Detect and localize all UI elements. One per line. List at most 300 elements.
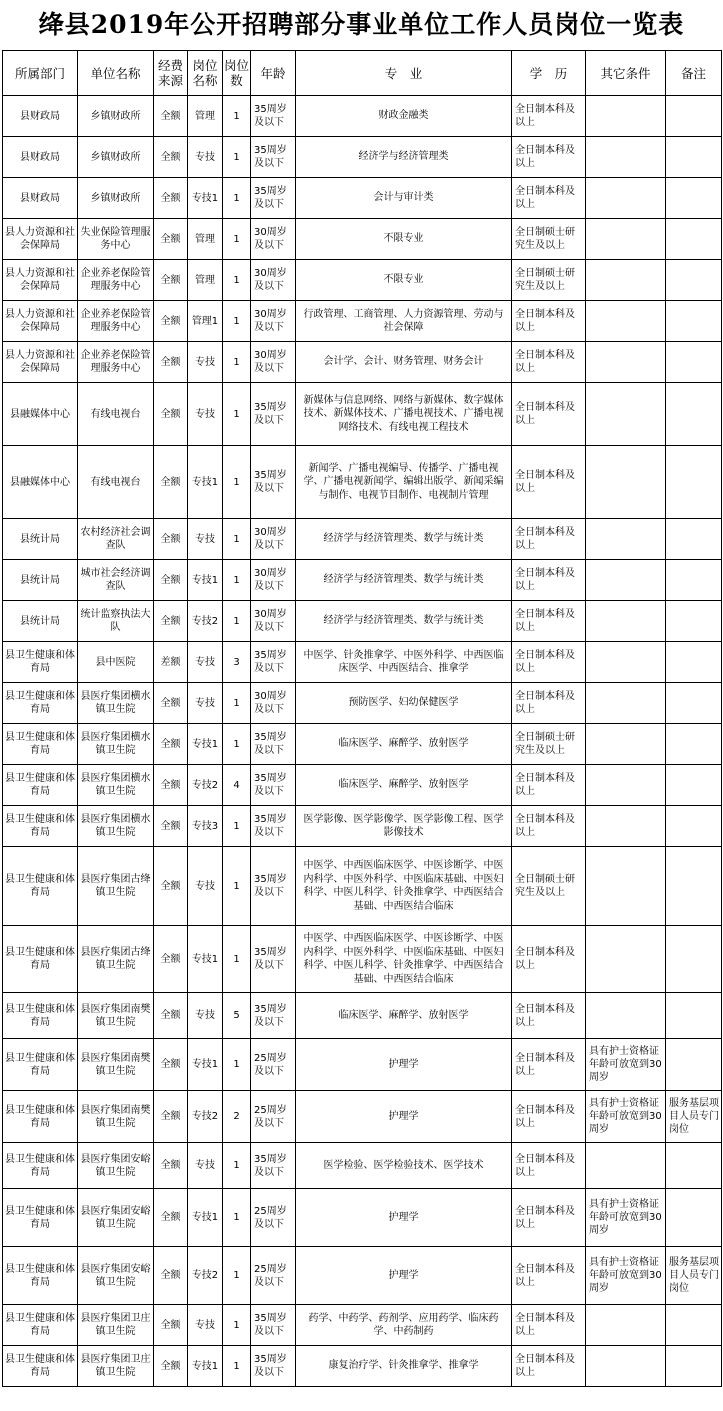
note-cell	[666, 519, 722, 560]
header-age: 年龄	[251, 51, 296, 96]
age-cell: 30周岁及以下	[251, 219, 296, 260]
note-cell	[666, 560, 722, 601]
note-cell	[666, 260, 722, 301]
positions-table	[2, 50, 722, 1387]
fund-cell: 全额	[154, 178, 188, 219]
age-cell: 30周岁及以下	[251, 560, 296, 601]
fund-cell: 全额	[154, 1247, 188, 1305]
note-cell	[666, 1305, 722, 1346]
education-cell: 全日制本科及以上	[512, 560, 586, 601]
other-condition-cell	[586, 383, 666, 446]
header-row	[3, 51, 722, 96]
table-row	[3, 1305, 722, 1346]
education-cell: 全日制本科及以上	[512, 342, 586, 383]
page-title: 绛县2019年公开招聘部分事业单位工作人员岗位一览表	[38, 10, 685, 39]
dept-cell: 县卫生健康和体育局	[3, 1189, 78, 1247]
age-cell: 30周岁及以下	[251, 519, 296, 560]
education-cell: 全日制本科及以上	[512, 1346, 586, 1387]
other-condition-cell	[586, 446, 666, 519]
num-cell: 1	[223, 847, 251, 926]
table-row	[3, 446, 722, 519]
unit-cell: 县医疗集团横水镇卫生院	[78, 724, 154, 765]
num-cell: 1	[223, 446, 251, 519]
unit-cell: 农村经济社会调查队	[78, 519, 154, 560]
note-cell	[666, 683, 722, 724]
major-cell: 护理学	[296, 1189, 512, 1247]
header-dept: 所属部门	[3, 51, 78, 96]
other-condition-cell	[586, 806, 666, 847]
table-row	[3, 260, 722, 301]
age-cell: 35周岁及以下	[251, 446, 296, 519]
other-condition-cell	[586, 219, 666, 260]
table-row	[3, 1039, 722, 1091]
table-row	[3, 601, 722, 642]
other-condition-cell	[586, 342, 666, 383]
fund-cell: 全额	[154, 383, 188, 446]
major-cell: 护理学	[296, 1039, 512, 1091]
post-cell: 专技	[188, 383, 223, 446]
num-cell: 1	[223, 301, 251, 342]
note-cell	[666, 383, 722, 446]
note-cell	[666, 1039, 722, 1091]
unit-cell: 县医疗集团南樊镇卫生院	[78, 1039, 154, 1091]
table-row	[3, 1189, 722, 1247]
post-cell: 专技	[188, 683, 223, 724]
unit-cell: 企业养老保险管理服务中心	[78, 301, 154, 342]
fund-cell: 全额	[154, 260, 188, 301]
note-cell	[666, 219, 722, 260]
table-row	[3, 137, 722, 178]
table-row	[3, 993, 722, 1039]
header-post: 岗位名称	[188, 51, 223, 96]
dept-cell: 县卫生健康和体育局	[3, 1305, 78, 1346]
dept-cell: 县人力资源和社会保障局	[3, 219, 78, 260]
fund-cell: 全额	[154, 1039, 188, 1091]
fund-cell: 全额	[154, 342, 188, 383]
dept-cell: 县卫生健康和体育局	[3, 683, 78, 724]
unit-cell: 有线电视台	[78, 446, 154, 519]
note-cell	[666, 847, 722, 926]
header-major: 专 业	[296, 51, 512, 96]
age-cell: 35周岁及以下	[251, 96, 296, 137]
note-cell	[666, 601, 722, 642]
age-cell: 35周岁及以下	[251, 1143, 296, 1189]
unit-cell: 县医疗集团安峪镇卫生院	[78, 1189, 154, 1247]
education-cell: 全日制本科及以上	[512, 1143, 586, 1189]
fund-cell: 全额	[154, 519, 188, 560]
major-cell: 新媒体与信息网络、网络与新媒体、数字媒体技术、新媒体技术、广播电视技术、广播电视网络技术、有线电视工程技术	[296, 383, 512, 446]
num-cell: 1	[223, 1346, 251, 1387]
fund-cell: 全额	[154, 1305, 188, 1346]
unit-cell: 企业养老保险管理服务中心	[78, 342, 154, 383]
age-cell: 35周岁及以下	[251, 806, 296, 847]
dept-cell: 县卫生健康和体育局	[3, 806, 78, 847]
note-cell	[666, 1189, 722, 1247]
education-cell: 全日制硕士研究生及以上	[512, 724, 586, 765]
num-cell: 1	[223, 1039, 251, 1091]
other-condition-cell	[586, 847, 666, 926]
education-cell: 全日制本科及以上	[512, 1305, 586, 1346]
table-row	[3, 1091, 722, 1143]
other-condition-cell: 具有护士资格证年龄可放宽到30周岁	[586, 1091, 666, 1143]
dept-cell: 县卫生健康和体育局	[3, 926, 78, 993]
dept-cell: 县统计局	[3, 519, 78, 560]
dept-cell: 县卫生健康和体育局	[3, 1039, 78, 1091]
num-cell: 1	[223, 601, 251, 642]
unit-cell: 县医疗集团南樊镇卫生院	[78, 1091, 154, 1143]
unit-cell: 县医疗集团横水镇卫生院	[78, 683, 154, 724]
age-cell: 25周岁及以下	[251, 1039, 296, 1091]
other-condition-cell	[586, 560, 666, 601]
num-cell: 1	[223, 219, 251, 260]
table-row	[3, 1346, 722, 1387]
age-cell: 35周岁及以下	[251, 642, 296, 683]
education-cell: 全日制本科及以上	[512, 519, 586, 560]
unit-cell: 县医疗集团安峪镇卫生院	[78, 1143, 154, 1189]
age-cell: 25周岁及以下	[251, 1247, 296, 1305]
unit-cell: 统计监察执法大队	[78, 601, 154, 642]
post-cell: 专技1	[188, 724, 223, 765]
major-cell: 会计学、会计、财务管理、财务会计	[296, 342, 512, 383]
unit-cell: 县医疗集团古绛镇卫生院	[78, 847, 154, 926]
num-cell: 1	[223, 383, 251, 446]
num-cell: 1	[223, 137, 251, 178]
age-cell: 35周岁及以下	[251, 137, 296, 178]
unit-cell: 县医疗集团卫庄镇卫生院	[78, 1346, 154, 1387]
num-cell: 2	[223, 1091, 251, 1143]
other-condition-cell	[586, 642, 666, 683]
unit-cell: 有线电视台	[78, 383, 154, 446]
table-row	[3, 642, 722, 683]
major-cell: 经济学与经济管理类、数学与统计类	[296, 601, 512, 642]
post-cell: 专技	[188, 519, 223, 560]
num-cell: 1	[223, 683, 251, 724]
major-cell: 不限专业	[296, 260, 512, 301]
major-cell: 护理学	[296, 1091, 512, 1143]
post-cell: 专技1	[188, 560, 223, 601]
note-cell	[666, 765, 722, 806]
education-cell: 全日制本科及以上	[512, 1039, 586, 1091]
major-cell: 中医学、中西医临床医学、中医诊断学、中医内科学、中医外科学、中医临床基础、中医妇科学、中医儿科学、针灸推拿学、中西医结合基础、中西医结合临床	[296, 847, 512, 926]
education-cell: 全日制本科及以上	[512, 601, 586, 642]
post-cell: 专技1	[188, 446, 223, 519]
unit-cell: 城市社会经济调查队	[78, 560, 154, 601]
fund-cell: 全额	[154, 601, 188, 642]
dept-cell: 县融媒体中心	[3, 383, 78, 446]
note-cell	[666, 178, 722, 219]
major-cell: 临床医学、麻醉学、放射医学	[296, 765, 512, 806]
unit-cell: 企业养老保险管理服务中心	[78, 260, 154, 301]
note-cell	[666, 446, 722, 519]
other-condition-cell	[586, 260, 666, 301]
num-cell: 1	[223, 926, 251, 993]
dept-cell: 县卫生健康和体育局	[3, 724, 78, 765]
note-cell	[666, 342, 722, 383]
other-condition-cell: 具有护士资格证年龄可放宽到30周岁	[586, 1189, 666, 1247]
other-condition-cell	[586, 1346, 666, 1387]
num-cell: 1	[223, 1305, 251, 1346]
table-row	[3, 383, 722, 446]
fund-cell: 全额	[154, 137, 188, 178]
unit-cell: 县中医院	[78, 642, 154, 683]
post-cell: 专技1	[188, 178, 223, 219]
num-cell: 1	[223, 342, 251, 383]
other-condition-cell	[586, 926, 666, 993]
post-cell: 专技	[188, 847, 223, 926]
fund-cell: 全额	[154, 446, 188, 519]
unit-cell: 县医疗集团南樊镇卫生院	[78, 993, 154, 1039]
dept-cell: 县卫生健康和体育局	[3, 1247, 78, 1305]
education-cell: 全日制本科及以上	[512, 383, 586, 446]
age-cell: 35周岁及以下	[251, 724, 296, 765]
dept-cell: 县卫生健康和体育局	[3, 993, 78, 1039]
post-cell: 管理1	[188, 301, 223, 342]
table-row	[3, 96, 722, 137]
note-cell	[666, 96, 722, 137]
unit-cell: 县医疗集团古绛镇卫生院	[78, 926, 154, 993]
note-cell	[666, 642, 722, 683]
other-condition-cell	[586, 601, 666, 642]
fund-cell: 全额	[154, 724, 188, 765]
fund-cell: 全额	[154, 1346, 188, 1387]
major-cell: 会计与审计类	[296, 178, 512, 219]
other-condition-cell: 具有护士资格证年龄可放宽到30周岁	[586, 1247, 666, 1305]
age-cell: 30周岁及以下	[251, 260, 296, 301]
major-cell: 护理学	[296, 1247, 512, 1305]
major-cell: 临床医学、麻醉学、放射医学	[296, 993, 512, 1039]
post-cell: 专技	[188, 993, 223, 1039]
fund-cell: 差额	[154, 642, 188, 683]
education-cell: 全日制本科及以上	[512, 806, 586, 847]
major-cell: 不限专业	[296, 219, 512, 260]
post-cell: 专技1	[188, 1189, 223, 1247]
num-cell: 1	[223, 1189, 251, 1247]
fund-cell: 全额	[154, 1143, 188, 1189]
post-cell: 专技2	[188, 601, 223, 642]
other-condition-cell	[586, 301, 666, 342]
table-row	[3, 342, 722, 383]
table-row	[3, 178, 722, 219]
education-cell: 全日制硕士研究生及以上	[512, 219, 586, 260]
major-cell: 经济学与经济管理类、数学与统计类	[296, 560, 512, 601]
education-cell: 全日制本科及以上	[512, 96, 586, 137]
note-cell	[666, 1143, 722, 1189]
table-row	[3, 847, 722, 926]
age-cell: 35周岁及以下	[251, 383, 296, 446]
education-cell: 全日制本科及以上	[512, 683, 586, 724]
num-cell: 1	[223, 1247, 251, 1305]
education-cell: 全日制本科及以上	[512, 642, 586, 683]
post-cell: 专技	[188, 342, 223, 383]
education-cell: 全日制本科及以上	[512, 1091, 586, 1143]
age-cell: 30周岁及以下	[251, 301, 296, 342]
table-row	[3, 519, 722, 560]
dept-cell: 县卫生健康和体育局	[3, 847, 78, 926]
dept-cell: 县融媒体中心	[3, 446, 78, 519]
note-cell	[666, 724, 722, 765]
post-cell: 专技1	[188, 1346, 223, 1387]
fund-cell: 全额	[154, 96, 188, 137]
note-cell	[666, 993, 722, 1039]
fund-cell: 全额	[154, 683, 188, 724]
num-cell: 1	[223, 178, 251, 219]
post-cell: 管理	[188, 219, 223, 260]
major-cell: 中医学、针灸推拿学、中医外科学、中西医临床医学、中西医结合、推拿学	[296, 642, 512, 683]
table-row	[3, 301, 722, 342]
fund-cell: 全额	[154, 847, 188, 926]
other-condition-cell	[586, 96, 666, 137]
education-cell: 全日制本科及以上	[512, 301, 586, 342]
education-cell: 全日制本科及以上	[512, 1247, 586, 1305]
num-cell: 3	[223, 642, 251, 683]
major-cell: 行政管理、工商管理、人力资源管理、劳动与社会保障	[296, 301, 512, 342]
education-cell: 全日制本科及以上	[512, 765, 586, 806]
fund-cell: 全额	[154, 1091, 188, 1143]
age-cell: 35周岁及以下	[251, 926, 296, 993]
major-cell: 经济学与经济管理类	[296, 137, 512, 178]
dept-cell: 县卫生健康和体育局	[3, 1346, 78, 1387]
age-cell: 30周岁及以下	[251, 601, 296, 642]
education-cell: 全日制本科及以上	[512, 446, 586, 519]
other-condition-cell	[586, 1305, 666, 1346]
education-cell: 全日制本科及以上	[512, 1189, 586, 1247]
table-row	[3, 926, 722, 993]
major-cell: 新闻学、广播电视编导、传播学、广播电视学、广播电视新闻学、编辑出版学、新闻采编与制作、电视节目制作、电视制片管理	[296, 446, 512, 519]
fund-cell: 全额	[154, 926, 188, 993]
header-fund: 经费来源	[154, 51, 188, 96]
other-condition-cell	[586, 519, 666, 560]
note-cell	[666, 137, 722, 178]
education-cell: 全日制本科及以上	[512, 178, 586, 219]
unit-cell: 县医疗集团卫庄镇卫生院	[78, 1305, 154, 1346]
age-cell: 25周岁及以下	[251, 1091, 296, 1143]
dept-cell: 县卫生健康和体育局	[3, 642, 78, 683]
fund-cell: 全额	[154, 219, 188, 260]
dept-cell: 县人力资源和社会保障局	[3, 301, 78, 342]
age-cell: 35周岁及以下	[251, 1346, 296, 1387]
fund-cell: 全额	[154, 1189, 188, 1247]
num-cell: 1	[223, 560, 251, 601]
note-cell	[666, 301, 722, 342]
num-cell: 1	[223, 260, 251, 301]
fund-cell: 全额	[154, 806, 188, 847]
major-cell: 药学、中药学、药剂学、应用药学、临床药学、中药制药	[296, 1305, 512, 1346]
fund-cell: 全额	[154, 301, 188, 342]
education-cell: 全日制本科及以上	[512, 993, 586, 1039]
dept-cell: 县卫生健康和体育局	[3, 1091, 78, 1143]
other-condition-cell	[586, 993, 666, 1039]
dept-cell: 县统计局	[3, 601, 78, 642]
post-cell: 专技3	[188, 806, 223, 847]
table-row	[3, 560, 722, 601]
dept-cell: 县人力资源和社会保障局	[3, 342, 78, 383]
note-cell	[666, 926, 722, 993]
dept-cell: 县统计局	[3, 560, 78, 601]
post-cell: 专技1	[188, 1039, 223, 1091]
age-cell: 25周岁及以下	[251, 1189, 296, 1247]
unit-cell: 乡镇财政所	[78, 137, 154, 178]
num-cell: 1	[223, 96, 251, 137]
age-cell: 35周岁及以下	[251, 847, 296, 926]
age-cell: 35周岁及以下	[251, 1305, 296, 1346]
major-cell: 临床医学、麻醉学、放射医学	[296, 724, 512, 765]
post-cell: 专技	[188, 642, 223, 683]
header-unit: 单位名称	[78, 51, 154, 96]
num-cell: 1	[223, 724, 251, 765]
num-cell: 4	[223, 765, 251, 806]
post-cell: 管理	[188, 96, 223, 137]
unit-cell: 失业保险管理服务中心	[78, 219, 154, 260]
table-row	[3, 806, 722, 847]
num-cell: 1	[223, 1143, 251, 1189]
note-cell: 服务基层项目人员专门岗位	[666, 1247, 722, 1305]
post-cell: 专技	[188, 1143, 223, 1189]
education-cell: 全日制本科及以上	[512, 926, 586, 993]
other-condition-cell	[586, 1143, 666, 1189]
unit-cell: 县医疗集团安峪镇卫生院	[78, 1247, 154, 1305]
dept-cell: 县财政局	[3, 96, 78, 137]
fund-cell: 全额	[154, 993, 188, 1039]
age-cell: 30周岁及以下	[251, 683, 296, 724]
post-cell: 专技2	[188, 1091, 223, 1143]
dept-cell: 县卫生健康和体育局	[3, 765, 78, 806]
dept-cell: 县人力资源和社会保障局	[3, 260, 78, 301]
table-row	[3, 1247, 722, 1305]
dept-cell: 县财政局	[3, 137, 78, 178]
num-cell: 1	[223, 806, 251, 847]
table-row	[3, 1143, 722, 1189]
age-cell: 35周岁及以下	[251, 993, 296, 1039]
education-cell: 全日制硕士研究生及以上	[512, 260, 586, 301]
major-cell: 医学检验、医学检验技术、医学技术	[296, 1143, 512, 1189]
other-condition-cell: 具有护士资格证年龄可放宽到30周岁	[586, 1039, 666, 1091]
unit-cell: 县医疗集团横水镇卫生院	[78, 765, 154, 806]
num-cell: 5	[223, 993, 251, 1039]
num-cell: 1	[223, 519, 251, 560]
other-condition-cell	[586, 724, 666, 765]
post-cell: 专技2	[188, 765, 223, 806]
education-cell: 全日制硕士研究生及以上	[512, 847, 586, 926]
major-cell: 康复治疗学、针灸推拿学、推拿学	[296, 1346, 512, 1387]
note-cell	[666, 806, 722, 847]
unit-cell: 乡镇财政所	[78, 178, 154, 219]
major-cell: 医学影像、医学影像学、医学影像工程、医学影像技术	[296, 806, 512, 847]
education-cell: 全日制本科及以上	[512, 137, 586, 178]
table-row	[3, 724, 722, 765]
post-cell: 管理	[188, 260, 223, 301]
fund-cell: 全额	[154, 560, 188, 601]
post-cell: 专技	[188, 137, 223, 178]
header-num: 岗位数	[223, 51, 251, 96]
age-cell: 30周岁及以下	[251, 342, 296, 383]
major-cell: 中医学、中西医临床医学、中医诊断学、中医内科学、中医外科学、中医临床基础、中医妇科学、中医儿科学、针灸推拿学、中西医结合基础、中西医结合临床	[296, 926, 512, 993]
header-other: 其它条件	[586, 51, 666, 96]
other-condition-cell	[586, 683, 666, 724]
major-cell: 预防医学、妇幼保健医学	[296, 683, 512, 724]
dept-cell: 县卫生健康和体育局	[3, 1143, 78, 1189]
table-row	[3, 765, 722, 806]
note-cell: 服务基层项目人员专门岗位	[666, 1091, 722, 1143]
table-row	[3, 219, 722, 260]
fund-cell: 全额	[154, 765, 188, 806]
table-row	[3, 683, 722, 724]
post-cell: 专技1	[188, 926, 223, 993]
other-condition-cell	[586, 178, 666, 219]
dept-cell: 县财政局	[3, 178, 78, 219]
unit-cell: 乡镇财政所	[78, 96, 154, 137]
major-cell: 财政金融类	[296, 96, 512, 137]
header-education: 学 历	[512, 51, 586, 96]
